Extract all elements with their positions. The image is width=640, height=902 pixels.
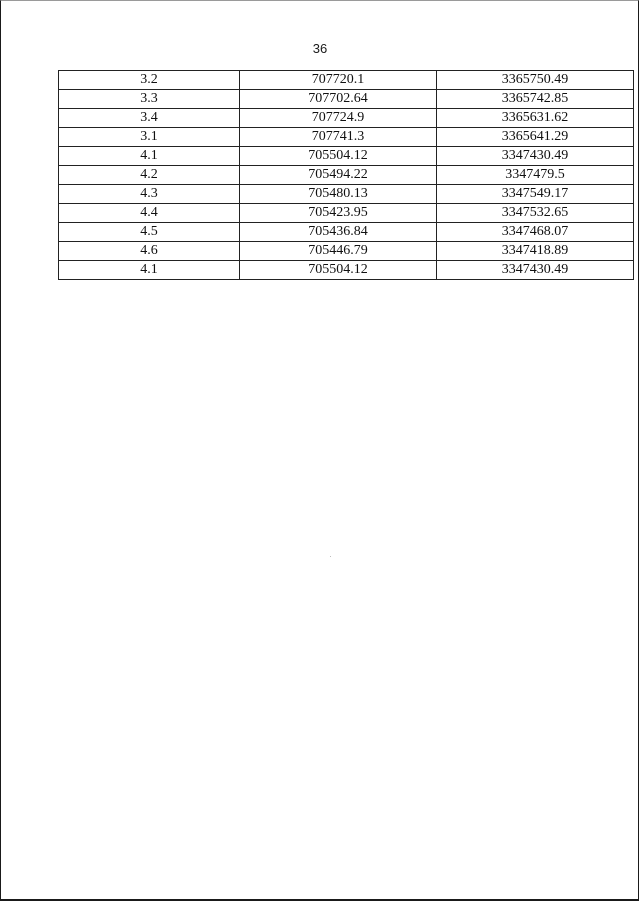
y-coordinate-cell: 3365641.29: [437, 128, 634, 147]
table-row: [59, 128, 634, 147]
y-coordinate-cell: 3365742.85: [437, 90, 634, 109]
x-coordinate-cell: 705494.22: [240, 166, 437, 185]
y-coordinate-cell: 3347468.07: [437, 223, 634, 242]
table-row: [59, 204, 634, 223]
x-coordinate-cell: 705423.95: [240, 204, 437, 223]
table-row: [59, 166, 634, 185]
y-coordinate-cell: 3347479.5: [437, 166, 634, 185]
point-number-cell: 4.2: [59, 166, 240, 185]
y-coordinate-cell: 3347549.17: [437, 185, 634, 204]
scan-speck: [330, 556, 331, 557]
point-number-cell: 4.3: [59, 185, 240, 204]
x-coordinate-cell: 707741.3: [240, 128, 437, 147]
x-coordinate-cell: 705504.12: [240, 147, 437, 166]
y-coordinate-cell: 3365750.49: [437, 71, 634, 90]
table-row: [59, 242, 634, 261]
point-number-cell: 4.1: [59, 147, 240, 166]
coordinates-table: [58, 70, 634, 280]
page-number: 36: [312, 41, 328, 56]
x-coordinate-cell: 705504.12: [240, 261, 437, 280]
y-coordinate-cell: 3347430.49: [437, 261, 634, 280]
x-coordinate-cell: 705446.79: [240, 242, 437, 261]
table-row: [59, 147, 634, 166]
y-coordinate-cell: 3365631.62: [437, 109, 634, 128]
table-row: [59, 71, 634, 90]
point-number-cell: 4.4: [59, 204, 240, 223]
x-coordinate-cell: 705480.13: [240, 185, 437, 204]
x-coordinate-cell: 707720.1: [240, 71, 437, 90]
point-number-cell: 3.1: [59, 128, 240, 147]
x-coordinate-cell: 707724.9: [240, 109, 437, 128]
y-coordinate-cell: 3347532.65: [437, 204, 634, 223]
y-coordinate-cell: 3347418.89: [437, 242, 634, 261]
table-row: [59, 109, 634, 128]
y-coordinate-cell: 3347430.49: [437, 147, 634, 166]
point-number-cell: 4.1: [59, 261, 240, 280]
point-number-cell: 3.2: [59, 71, 240, 90]
point-number-cell: 4.6: [59, 242, 240, 261]
table-row: [59, 185, 634, 204]
x-coordinate-cell: 707702.64: [240, 90, 437, 109]
x-coordinate-cell: 705436.84: [240, 223, 437, 242]
point-number-cell: 3.4: [59, 109, 240, 128]
point-number-cell: 4.5: [59, 223, 240, 242]
table-row: [59, 223, 634, 242]
table-row: [59, 261, 634, 280]
table-row: [59, 90, 634, 109]
point-number-cell: 3.3: [59, 90, 240, 109]
